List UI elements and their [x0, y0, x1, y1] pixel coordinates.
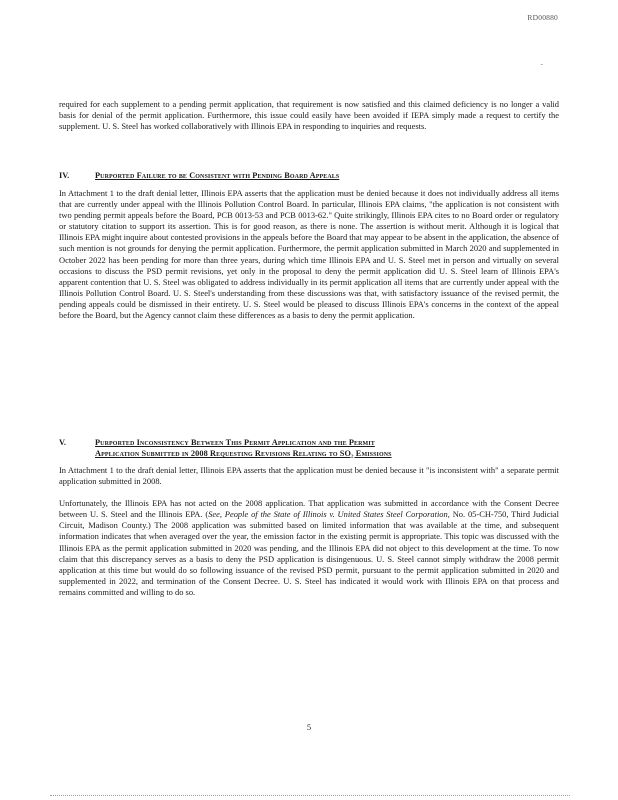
- section-v-paragraph-2: [59, 498, 559, 598]
- section-v-heading-line2: [59, 448, 559, 459]
- section-iv-number: IV.: [59, 171, 70, 180]
- section-v-paragraph-2-part-b: , No. 05-CH-750, Third Judicial Circuit, Madison County.) The 2008 application was submitted based on limited information that was available at the time, and subsequent information indicates that when averaged over the year, the emission factor in the existing permit is appropriate. This topic was discussed with the Illinois EPA as the permit application submitted in 2020 was pending, and the Illinois EPA did not object to this development at the time. To now claim that this discrepancy serves as a basis to deny the PSD application is disingenuous. U. S. Steel cannot simply withdraw the 2008 permit application at this time but would do so following issuance of the revised PSD permit, pursuant to the permit application submitted in 2020 and supplemented in 2022, and termination of the Consent Decree. U. S. Steel has indicated it would work with Illinois EPA on that process and remains committed and willing to do so.: [59, 509, 560, 597]
- section-v-number: V.: [59, 438, 66, 447]
- case-citation: See, People of the State of Illinois v. United States Steel Corporation: [208, 509, 448, 520]
- section-v: [59, 437, 559, 598]
- intro-paragraph: required for each supplement to a pending permit application, that requirement is now satisfied and this claimed deficiency is no longer a valid basis for denial of the permit application. Furthermore, this issue could easily have been avoided if IEPA simply made a request to certify the supplement. U. S. Steel has worked collaboratively with Illinois EPA in responding to inquiries and requests.: [59, 99, 559, 132]
- section-iv: [59, 170, 559, 321]
- page-number: 5: [306, 722, 312, 732]
- section-v-title-line2: Application Submitted in 2008 Requesting Revisions Relating to SO₂ Emissions: [95, 449, 392, 458]
- section-iv-heading: [59, 170, 559, 181]
- section-v-paragraph-1: In Attachment 1 to the draft denial letter, Illinois EPA asserts that the application must be denied because it "is inconsistent with" a separate permit application submitted in 2008.: [59, 465, 559, 487]
- section-v-heading: [59, 437, 559, 448]
- scan-footer-artifact: [50, 793, 570, 796]
- header-dash: -: [540, 60, 543, 68]
- document-id: RD00880: [527, 13, 558, 22]
- section-v-paragraph-2-part-a: Unfortunately, the Illinois EPA has not acted on the 2008 application. That application was submitted in accordance with the Consent Decree between U. S. Steel and the Illinois EPA. (: [59, 498, 559, 520]
- section-v-title-line1: Purported Inconsistency Between This Permit Application and the Permit: [95, 438, 375, 447]
- intro-paragraph-block: [59, 99, 559, 132]
- section-iv-paragraph: In Attachment 1 to the draft denial letter, Illinois EPA asserts that the application must be denied because it does not individually address all items that are currently under appeal with the Illinois Pollution Control Board. In particular, Illinois EPA claims, "the application is not consistent with two pending permit appeals before the Board, PCB 0013-53 and PCB 0013-62." Quite strikingly, Illinois EPA cites to no Board order or regulatory or statutory citation to support its assertion. This is for good reason, as there is none. The assertion is without merit. Although it is logical that Illinois EPA might inquire about contested provisions in the appeals before the Board that may appear to be absent in the application, the absence of such mention is not grounds for denying the permit application. Furthermore, the permit application submitted in March 2020 and supplemented in October 2022 has been pending for more than three years, during which time Illinois EPA and U. S. Steel met in person and virtually on several occasions to discuss the PSD permit revisions, yet only in the proposal to deny the permit application did U. S. Steel learn of Illinois EPA's apparent contention that U. S. Steel was obligated to address individually in its permit application all items that are currently under appeal with the Illinois Pollution Control Board. U. S. Steel's understanding from these discussions was that, with satisfactory issuance of the revised permit, the pending appeals could be dismissed in their entirety. U. S. Steel would be pleased to discuss Illinois EPA's concerns in the context of the appeal before the Board, but the Agency cannot claim these differences as a basis to deny the permit application.: [59, 188, 559, 321]
- section-iv-title: Purported Failure to be Consistent with Pending Board Appeals: [95, 171, 340, 180]
